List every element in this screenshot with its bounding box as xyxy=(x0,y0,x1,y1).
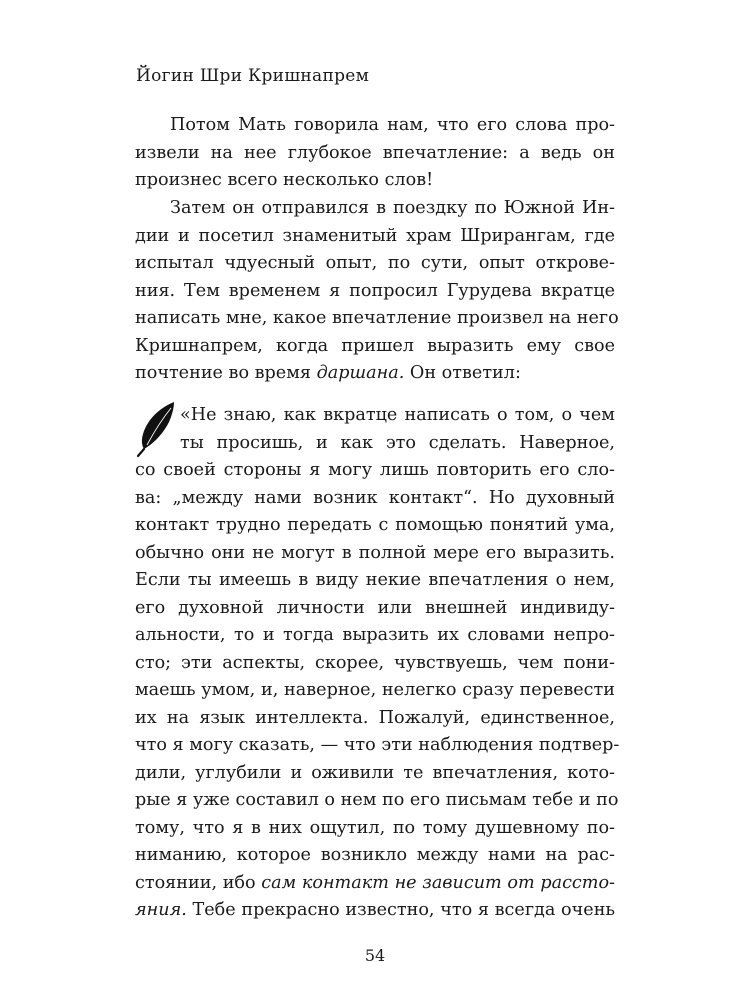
text-line: со своей стороны я могу лишь повторить его сло- xyxy=(135,460,615,480)
text-line: ты просишь, и как это сделать. Наверное, xyxy=(180,432,615,453)
text-line: контакт трудно передать с помощью понятий ума, xyxy=(135,515,615,535)
italic-phrase: сам контакт не зависит от рассто- xyxy=(261,872,616,893)
text-line: ва: „между нами возник контакт“. Но духовный xyxy=(135,487,615,508)
text-line: маешь умом, и, наверное, нелегко сразу перевести xyxy=(135,680,615,700)
text-run: почтение во время xyxy=(135,363,317,383)
text-line: дили, углубили и оживили те впечатления, кото- xyxy=(135,762,615,783)
text-line: обычно они не могут в полной мере его выразить. xyxy=(135,542,615,563)
text-line: ния. Тем временем я попросил Гурудева вкратце xyxy=(135,280,615,301)
text-line: Затем он отправился в поездку по Южной Ин- xyxy=(170,198,615,218)
text-line: произнес всего несколько слов! xyxy=(135,170,434,190)
quote-block xyxy=(135,402,620,925)
text-run: Он ответил: xyxy=(404,363,521,383)
page-number: 54 xyxy=(364,946,386,965)
text-line: «Не знаю, как вкратце написать о том, о чем xyxy=(180,405,615,425)
text-line: тому, что я в них ощутил, по тому душевному по- xyxy=(135,817,615,838)
text-line: Потом Мать говорила нам, что его слова про- xyxy=(170,115,615,135)
text-line: Кришнапрем, когда пришел выразить ему свое xyxy=(135,335,615,356)
paragraph-1 xyxy=(135,112,615,195)
italic-term: даршана. xyxy=(316,363,405,383)
text-line: извели на нее глубокое впечатление: а ведь он xyxy=(135,142,615,163)
text-line: написать мне, какое впечатление произвел на него xyxy=(135,308,619,328)
text-line: его духовной личности или внешней индивиду- xyxy=(135,597,615,618)
text-line xyxy=(135,360,615,388)
text-line: что я могу сказать, — что эти наблюдения подтвер- xyxy=(135,735,620,755)
text-line: сто; эти аспекты, скорее, чувствуешь, чем пони- xyxy=(135,652,615,673)
paragraph-2 xyxy=(135,195,619,388)
text-line: дии и посетил знаменитый храм Шрирангам, где xyxy=(135,225,615,246)
text-run: стоянии, ибо xyxy=(135,872,262,893)
text-line xyxy=(135,897,615,925)
italic-phrase: яния. xyxy=(135,900,187,920)
text-line: испытал чдуесный опыт, по сути, опыт открове- xyxy=(135,253,615,273)
text-run: Тебе прекрасно известно, что я всегда очень xyxy=(186,900,615,920)
text-line: рые я уже составил о нем по его письмам тебе и по xyxy=(135,790,619,810)
text-line: ниманию, которое возникло между нами на рас- xyxy=(135,845,615,865)
text-line: их на язык интеллекта. Пожалуй, единственное, xyxy=(135,707,615,728)
running-head-title: Йогин Шри Кришнапрем xyxy=(136,66,370,86)
text-line: Если ты имеешь в виду некие впечатления о нем, xyxy=(135,570,615,590)
text-line: альности, то и тогда выразить их словами непро- xyxy=(135,625,615,645)
text-line xyxy=(135,870,615,898)
